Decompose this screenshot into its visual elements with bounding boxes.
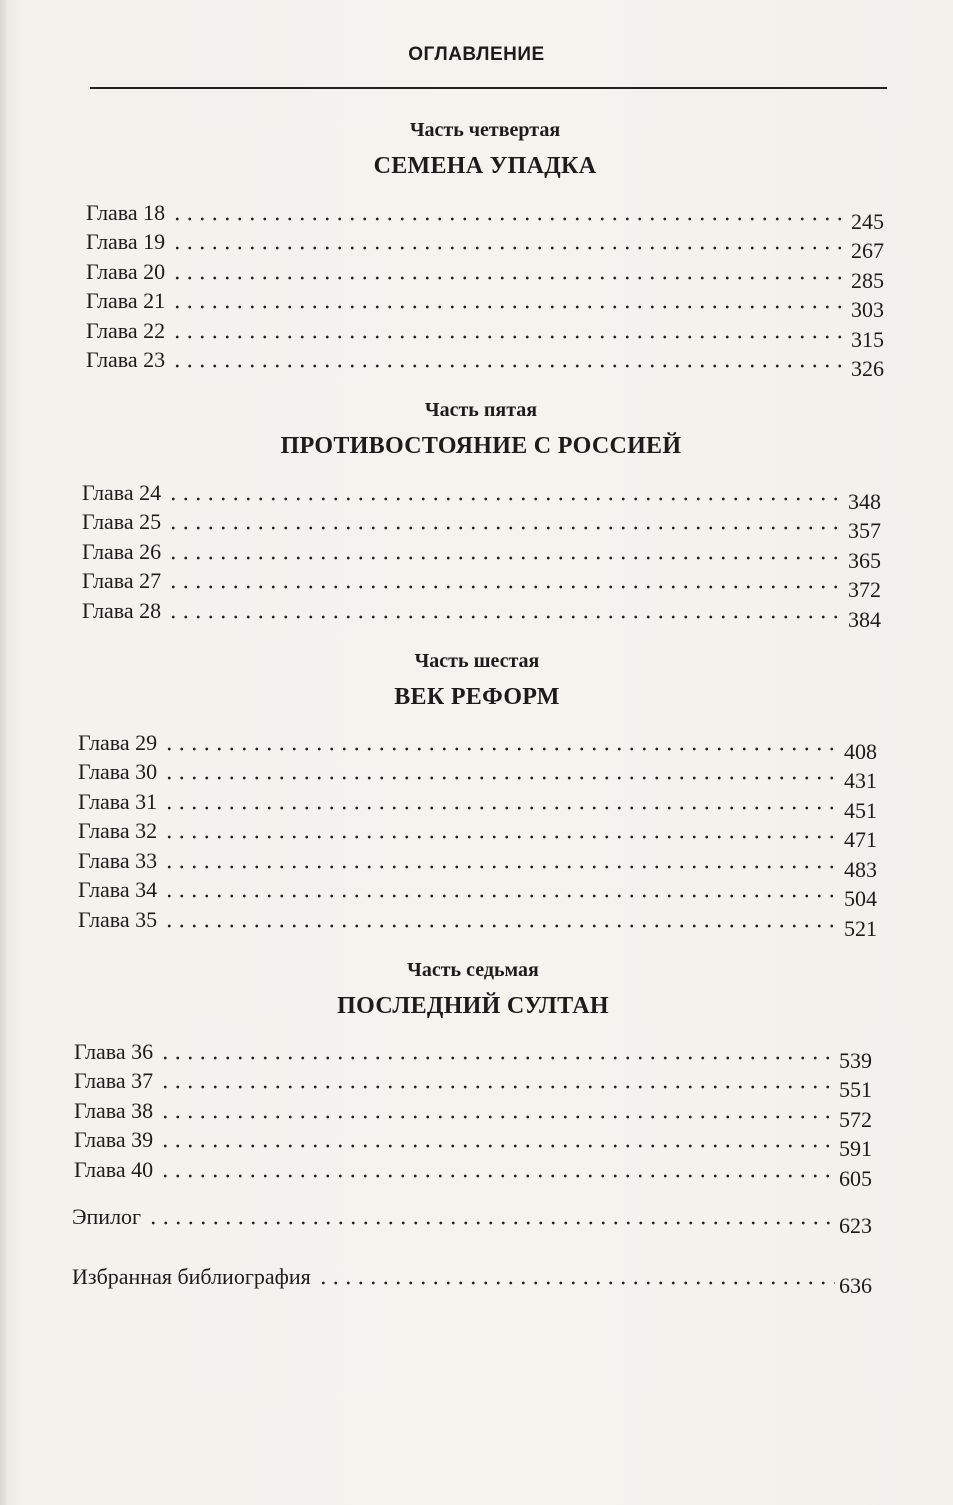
toc-entry[interactable]	[82, 533, 881, 573]
toc-entry[interactable]	[78, 813, 877, 852]
leader-dots	[171, 335, 847, 339]
toc-entry-page: 471	[844, 827, 877, 852]
toc-entry-page: 591	[839, 1136, 872, 1161]
toc-entry[interactable]	[78, 783, 877, 823]
part-title: ПОСЛЕДНИЙ СУЛТАН	[337, 993, 609, 1019]
toc-entry-page: 285	[851, 267, 884, 293]
leader-dots	[159, 1115, 835, 1119]
leader-dots	[167, 526, 844, 530]
toc-entry[interactable]	[74, 1122, 872, 1161]
toc-entry-label: Глава 25	[82, 509, 162, 534]
toc-entry[interactable]	[86, 194, 884, 234]
toc-entry-label: Глава 38	[74, 1097, 154, 1123]
leader-dots	[171, 364, 847, 368]
toc-entry-label: Глава 36	[74, 1038, 154, 1064]
toc-entry-bibliography[interactable]	[72, 1258, 872, 1298]
toc-entry-label: Эпилог	[72, 1204, 142, 1229]
toc-list-epilogue	[72, 1198, 872, 1238]
toc-entry[interactable]	[86, 342, 884, 381]
toc-entry-label: Глава 32	[78, 818, 158, 843]
running-head: ОГЛАВЛЕНИЕ	[408, 44, 545, 65]
toc-entry[interactable]	[86, 312, 884, 352]
toc-entry[interactable]	[82, 563, 881, 602]
toc-entry-page: 315	[851, 326, 884, 352]
toc-entry-label: Глава 20	[86, 258, 166, 284]
toc-entry-page: 431	[844, 768, 877, 793]
part-label: Часть шестая	[414, 650, 540, 672]
leader-dots	[167, 585, 844, 589]
toc-list	[86, 194, 884, 381]
toc-entry[interactable]	[82, 592, 881, 632]
toc-entry[interactable]	[86, 253, 884, 293]
toc-entry-label: Глава 34	[78, 877, 158, 902]
toc-entry-page: 357	[848, 518, 881, 543]
toc-entry-page: 521	[844, 915, 877, 941]
toc-entry-label: Глава 27	[82, 568, 162, 593]
toc-entry-page: 303	[851, 297, 884, 322]
toc-entry[interactable]	[78, 842, 877, 882]
toc-entry-epilogue[interactable]	[72, 1198, 872, 1238]
toc-entry[interactable]	[86, 224, 884, 263]
leader-dots	[163, 924, 840, 928]
toc-entry-page: 267	[851, 238, 884, 263]
leader-dots	[159, 1174, 835, 1178]
toc-entry[interactable]	[74, 1151, 872, 1191]
leader-dots	[171, 246, 847, 250]
toc-entry-page: 636	[839, 1273, 872, 1298]
part-title: ВЕК РЕФОРМ	[394, 684, 560, 710]
toc-entry-page: 504	[844, 886, 877, 911]
toc-entry-label: Глава 40	[74, 1156, 154, 1182]
toc-entry-label: Глава 24	[82, 479, 162, 505]
toc-entry[interactable]	[78, 872, 877, 911]
part-title: ПРОТИВОСТОЯНИЕ С РОССИЕЙ	[280, 433, 682, 459]
header-rule	[90, 87, 887, 89]
toc-entry[interactable]	[74, 1033, 872, 1073]
toc-entry[interactable]	[82, 504, 881, 543]
toc-entry-label: Глава 30	[78, 759, 158, 784]
toc-entry-label: Избранная библиография	[72, 1264, 311, 1289]
part-title: СЕМЕНА УПАДКА	[373, 153, 597, 179]
page-spine-shadow	[0, 0, 8, 1505]
part-heading	[58, 958, 888, 1020]
toc-entry[interactable]	[78, 901, 877, 941]
toc-list	[82, 474, 881, 632]
toc-list	[78, 724, 877, 941]
leader-dots	[163, 806, 840, 810]
toc-entry-label: Глава 26	[82, 538, 162, 564]
toc-entry[interactable]	[74, 1063, 872, 1102]
part-heading	[70, 118, 900, 180]
toc-entry-page: 623	[839, 1213, 872, 1238]
toc-entry-label: Глава 35	[78, 906, 158, 932]
leader-dots	[163, 776, 840, 780]
toc-entry-label: Глава 18	[86, 199, 166, 225]
leader-dots	[167, 556, 844, 560]
toc-entry-label: Глава 19	[86, 229, 166, 254]
toc-entry-page: 384	[848, 606, 881, 632]
part-label: Часть пятая	[424, 399, 538, 421]
part-heading	[62, 649, 892, 711]
leader-dots	[171, 217, 847, 221]
toc-entry-page: 408	[844, 738, 877, 764]
toc-entry-page: 348	[848, 488, 881, 514]
toc-entry-label: Глава 29	[78, 729, 158, 755]
toc-entry-page: 483	[844, 856, 877, 882]
toc-entry-label: Глава 33	[78, 847, 158, 873]
toc-entry[interactable]	[86, 283, 884, 322]
part-label: Часть четвертая	[409, 119, 561, 141]
part-heading	[66, 398, 896, 460]
toc-entry-page: 451	[844, 797, 877, 823]
leader-dots	[163, 835, 840, 839]
toc-entry-page: 365	[848, 547, 881, 573]
toc-entry-label: Глава 39	[74, 1127, 154, 1152]
leader-dots	[163, 747, 840, 751]
toc-entry-label: Глава 28	[82, 597, 162, 623]
toc-entry-label: Глава 37	[74, 1068, 154, 1093]
leader-dots	[159, 1085, 835, 1089]
leader-dots	[171, 276, 847, 280]
toc-entry-label: Глава 21	[86, 288, 166, 313]
toc-entry[interactable]	[78, 754, 877, 793]
leader-dots	[159, 1144, 835, 1148]
toc-entry-label: Глава 22	[86, 317, 166, 343]
leader-dots	[163, 865, 840, 869]
toc-list	[74, 1033, 872, 1191]
toc-entry-page: 372	[848, 577, 881, 602]
toc-entry-page: 539	[839, 1047, 872, 1073]
leader-dots	[159, 1056, 835, 1060]
leader-dots	[147, 1221, 835, 1225]
leader-dots	[317, 1281, 835, 1285]
toc-entry-page: 572	[839, 1106, 872, 1132]
leader-dots	[167, 615, 844, 619]
toc-entry-page: 326	[851, 356, 884, 381]
leader-dots	[163, 894, 840, 898]
toc-entry-page: 551	[839, 1077, 872, 1102]
toc-entry-label: Глава 23	[86, 347, 166, 372]
toc-list-bibliography	[72, 1258, 872, 1298]
toc-entry-page: 605	[839, 1165, 872, 1191]
part-label: Часть седьмая	[407, 959, 539, 981]
toc-entry-page: 245	[851, 208, 884, 234]
toc-entry[interactable]	[78, 724, 877, 764]
toc-entry[interactable]	[82, 474, 881, 514]
leader-dots	[167, 497, 844, 501]
toc-entry-label: Глава 31	[78, 788, 158, 814]
leader-dots	[171, 305, 847, 309]
toc-entry[interactable]	[74, 1092, 872, 1132]
